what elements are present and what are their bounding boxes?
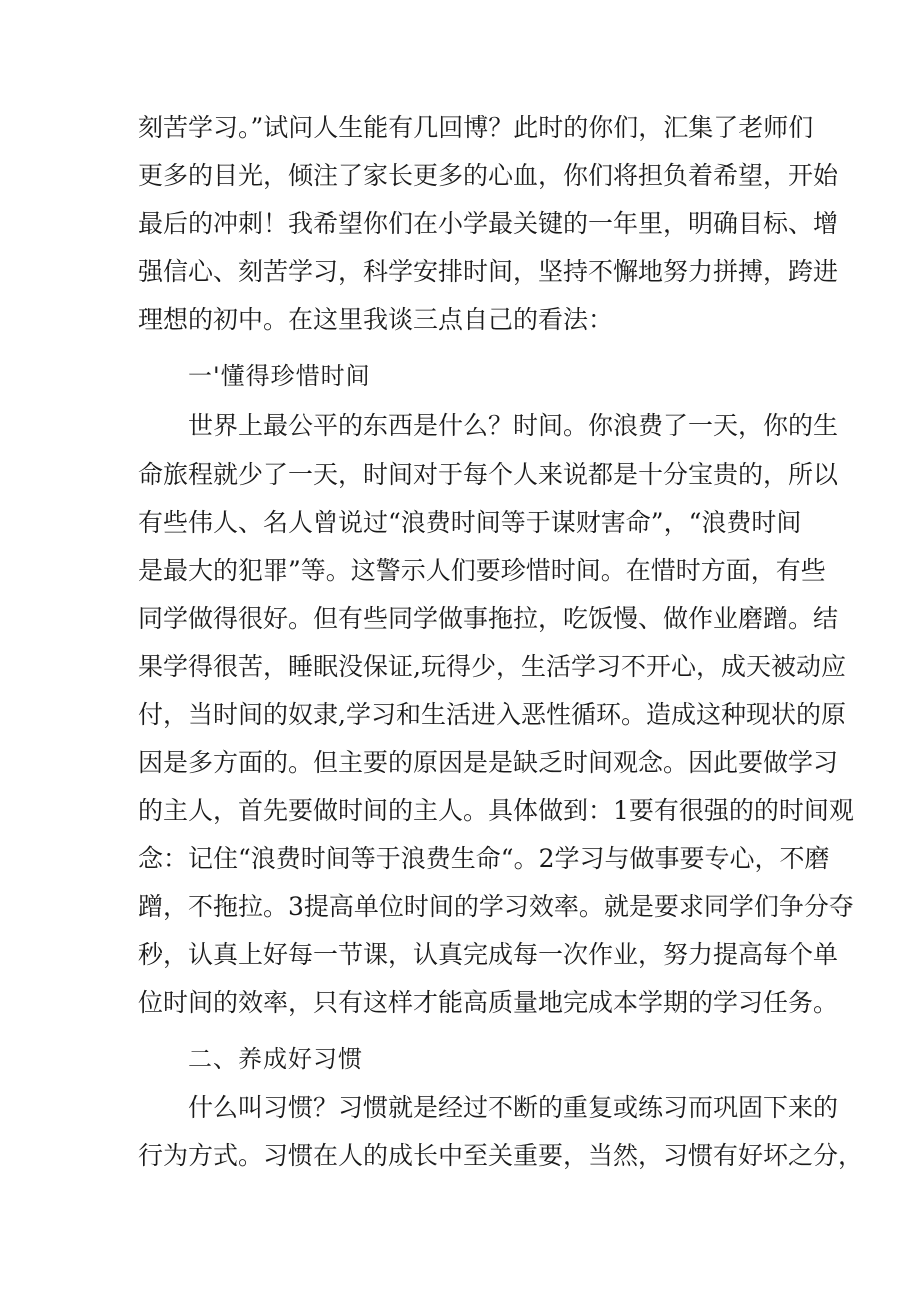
section-one-line-8: 因是多方面的。但主要的原因是是缺乏时间观念。因此要做学习 bbox=[138, 748, 839, 777]
section-one-line-3: 有些伟人、名人曾说过“浪费时间等于谋财害命”，“浪费时间 bbox=[138, 508, 802, 537]
section-two-line-2: 行为方式。习惯在人的成长中至关重要，当然，习惯有好坏之分， bbox=[138, 1141, 864, 1170]
section-one-line-13: 位时间的效率，只有这样才能高质量地完成本学期的学习任务。 bbox=[138, 988, 839, 1017]
section-two-heading: 二、养成好习惯 bbox=[188, 1045, 363, 1073]
intro-line-3: 最后的冲刺！我希望你们在小学最关键的一年里，明确目标、增 bbox=[138, 209, 839, 238]
section-one-line-12: 秒，认真上好每一节课，认真完成每一次作业，努力提高每个单 bbox=[138, 940, 839, 969]
section-one-line-6: 果学得很苦，睡眠没保证,玩得少，生活学习不开心，成天被动应 bbox=[138, 652, 846, 681]
section-two-line-1: 什么叫习惯？习惯就是经过不断的重复或练习而巩固下来的 bbox=[188, 1093, 839, 1122]
section-one-heading: 一'懂得珍惜时间 bbox=[188, 362, 371, 390]
section-one-line-2: 命旅程就少了一天，时间对于每个人来说都是十分宝贵的，所以 bbox=[138, 460, 839, 489]
section-one-line-1: 世界上最公平的东西是什么？时间。你浪费了一天，你的生 bbox=[188, 411, 839, 440]
intro-line-1: 刻苦学习。”试问人生能有几回博？此时的你们，汇集了老师们 bbox=[138, 113, 814, 142]
section-one-line-5: 同学做得很好。但有些同学做事拖拉，吃饭慢、做作业磨蹭。结 bbox=[138, 604, 839, 633]
intro-line-2: 更多的目光，倾注了家长更多的心血，你们将担负着希望，开始 bbox=[138, 161, 839, 190]
section-one-line-7: 付，当时间的奴隶,学习和生活进入恶性循环。造成这种现状的原 bbox=[138, 700, 846, 729]
intro-line-5: 理想的初中。在这里我谈三点自己的看法： bbox=[138, 305, 614, 334]
section-one-line-11: 蹭，不拖拉。3提高单位时间的学习效率。就是要求同学们争分夺 bbox=[138, 892, 854, 921]
intro-line-4: 强信心、刻苦学习，科学安排时间，坚持不懈地努力拼搏，跨进 bbox=[138, 257, 839, 286]
section-one-line-9: 的主人，首先要做时间的主人。具体做到：1要有很强的的时间观 bbox=[138, 796, 854, 825]
section-one-line-10: 念：记住“浪费时间等于浪费生命“。2学习与做事要专心，不磨 bbox=[138, 844, 830, 873]
section-one-line-4: 是最大的犯罪”等。这警示人们要珍惜时间。在惜时方面，有些 bbox=[138, 556, 826, 585]
